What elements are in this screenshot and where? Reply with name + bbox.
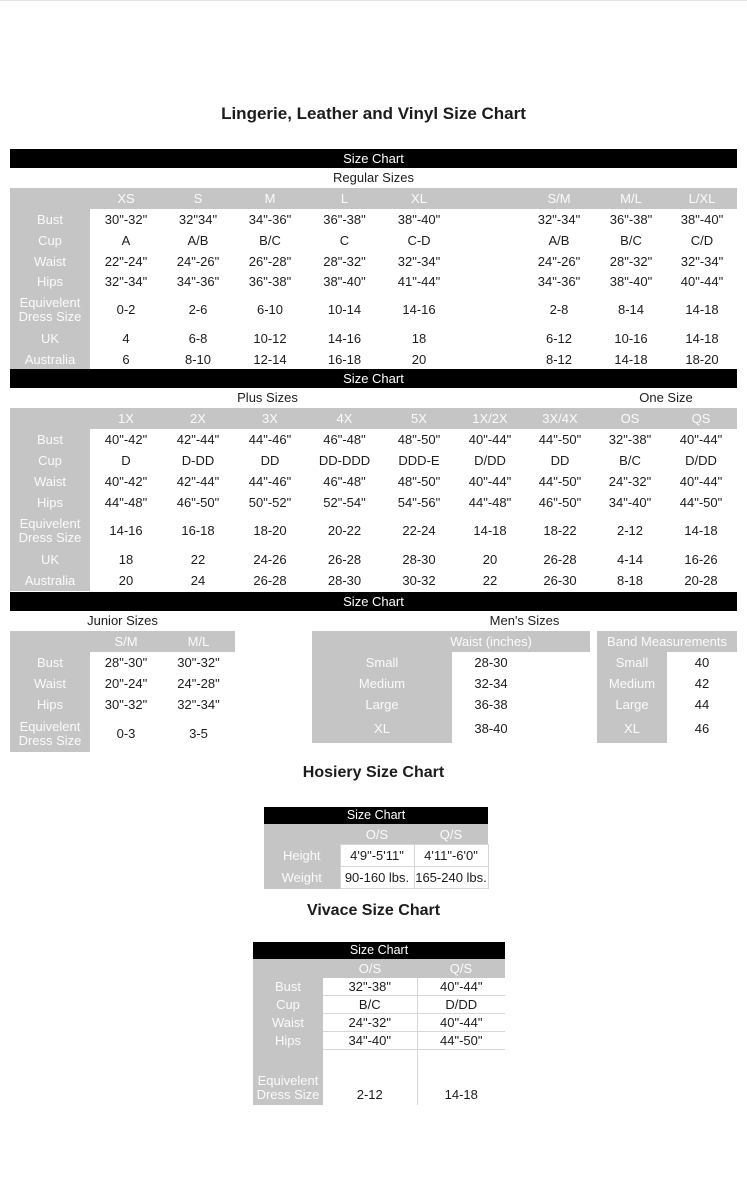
corner-cell xyxy=(10,188,90,209)
cell: 24"-32" xyxy=(595,471,665,492)
size-chart-bar: Size Chart xyxy=(10,592,737,611)
table-row xyxy=(10,492,737,513)
spacer-cell xyxy=(455,230,523,251)
cell: 54"-56" xyxy=(383,492,455,513)
row-label: Australia xyxy=(10,570,90,591)
table-row xyxy=(10,450,737,471)
hosiery-title: Hosiery Size Chart xyxy=(302,764,445,781)
cell: 44"-50" xyxy=(665,492,737,513)
cell: B/C xyxy=(595,230,667,251)
table-row xyxy=(10,328,737,349)
cell: 14-18 xyxy=(595,349,667,370)
row-label: Cup xyxy=(10,450,90,471)
cell: 24"-28" xyxy=(162,673,235,694)
cell: 8-12 xyxy=(523,349,595,370)
one-size-label: One Size xyxy=(639,390,693,405)
mens-band-table xyxy=(597,631,737,743)
cell: B/C xyxy=(234,230,306,251)
cell: 8-14 xyxy=(595,292,667,328)
col-header: 5X xyxy=(383,408,455,429)
table-row xyxy=(10,209,737,230)
cell: 38"-40" xyxy=(595,272,667,292)
cell: 48"-50" xyxy=(383,429,455,450)
cell: 26-30 xyxy=(525,570,595,591)
col-header: XS xyxy=(90,188,162,209)
spacer-cell xyxy=(417,1050,505,1067)
cell: 30"-32" xyxy=(90,209,162,230)
cell: 28"-30" xyxy=(90,652,162,673)
col-header: M/L xyxy=(162,631,235,652)
corner-cell xyxy=(253,959,323,978)
row-label: UK xyxy=(10,328,90,349)
row-label: Equivelent Dress Size xyxy=(10,292,90,328)
cell: 38"-40" xyxy=(667,209,737,230)
cell: 22-24 xyxy=(383,513,455,549)
col-header: Q/S xyxy=(417,959,505,978)
col-header: O/S xyxy=(323,959,417,978)
cell: D/DD xyxy=(417,996,505,1014)
table-row xyxy=(10,652,235,673)
cell: 36"-38" xyxy=(306,209,383,230)
cell: 20-28 xyxy=(665,570,737,591)
plus-sizes-table xyxy=(10,408,737,591)
cell: 20-22 xyxy=(306,513,383,549)
cell: 40"-44" xyxy=(665,471,737,492)
col-header: L/XL xyxy=(667,188,737,209)
vivace-title: Vivace Size Chart xyxy=(306,902,441,919)
col-header: Waist (inches) xyxy=(312,631,590,652)
table-row xyxy=(253,996,505,1014)
cell: 40"-44" xyxy=(455,429,525,450)
plus-sizes-label: Plus Sizes xyxy=(237,390,298,405)
cell: 32"-34" xyxy=(90,272,162,292)
cell: 46 xyxy=(667,715,737,743)
cell: C-D xyxy=(383,230,455,251)
group-label-row xyxy=(10,388,737,408)
col-header: 4X xyxy=(306,408,383,429)
cell: 14-16 xyxy=(306,328,383,349)
cell: D/DD xyxy=(665,450,737,471)
size-chart-bar: Size Chart xyxy=(10,369,737,388)
table-row xyxy=(10,715,235,752)
cell: 50"-52" xyxy=(234,492,306,513)
plus-sizes-section xyxy=(10,369,737,591)
row-label: XL xyxy=(312,715,452,743)
cell: 34"-36" xyxy=(523,272,595,292)
hosiery-table xyxy=(264,824,489,889)
cell: D-DD xyxy=(162,450,234,471)
cell: 18-20 xyxy=(667,349,737,370)
table-row xyxy=(312,715,590,743)
cell: 40"-44" xyxy=(417,978,505,996)
cell: 4'9"-5'11" xyxy=(340,845,414,867)
row-label: Cup xyxy=(10,230,90,251)
table-row xyxy=(597,715,737,743)
cell: 44"-50" xyxy=(525,471,595,492)
col-header: S xyxy=(162,188,234,209)
row-label: Bust xyxy=(10,652,90,673)
junior-mens-section xyxy=(10,592,737,752)
header-row xyxy=(10,188,737,209)
cell: A xyxy=(90,230,162,251)
table-row xyxy=(10,230,737,251)
row-label: Bust xyxy=(10,209,90,230)
cell: 6-12 xyxy=(523,328,595,349)
cell: 165-240 lbs. xyxy=(414,867,488,889)
cell: 2-12 xyxy=(323,1066,417,1105)
cell: 18 xyxy=(90,549,162,570)
cell: 42 xyxy=(667,673,737,694)
cell: 30-32 xyxy=(383,570,455,591)
spacer-row xyxy=(253,1050,505,1067)
cell: D/DD xyxy=(455,450,525,471)
col-header: L xyxy=(306,188,383,209)
cell: 24"-26" xyxy=(523,251,595,272)
row-label-spacer xyxy=(253,1050,323,1067)
cell: 44"-46" xyxy=(234,429,306,450)
spacer-cell xyxy=(455,328,523,349)
cell: 6 xyxy=(90,349,162,370)
table-row xyxy=(10,429,737,450)
header-row xyxy=(10,631,235,652)
spacer-cell xyxy=(455,349,523,370)
row-label: Waist xyxy=(253,1014,323,1032)
cell: D xyxy=(90,450,162,471)
cell: 14-18 xyxy=(667,292,737,328)
table-row xyxy=(312,694,590,715)
col-header: M/L xyxy=(595,188,667,209)
row-label: Waist xyxy=(10,251,90,272)
col-header: M xyxy=(234,188,306,209)
cell: 32"-34" xyxy=(162,694,235,715)
row-label: UK xyxy=(10,549,90,570)
cell: 0-3 xyxy=(90,715,162,752)
cell: 40"-42" xyxy=(90,471,162,492)
row-label: Small xyxy=(312,652,452,673)
row-label: Hips xyxy=(10,492,90,513)
cell: B/C xyxy=(323,996,417,1014)
row-label: Hips xyxy=(10,272,90,292)
regular-sizes-label: Regular Sizes xyxy=(333,170,414,185)
size-chart-bar: Size Chart xyxy=(253,942,505,959)
col-header: Q/S xyxy=(414,824,488,845)
cell: 22"-24" xyxy=(90,251,162,272)
cell: 12-14 xyxy=(234,349,306,370)
row-label: Large xyxy=(312,694,452,715)
cell: DD xyxy=(525,450,595,471)
cell: 4 xyxy=(90,328,162,349)
cell: DDD-E xyxy=(383,450,455,471)
cell: 22 xyxy=(455,570,525,591)
header-row xyxy=(597,631,737,652)
cell: B/C xyxy=(595,450,665,471)
cell: 34"-36" xyxy=(162,272,234,292)
table-row xyxy=(253,1014,505,1032)
cell: 44"-50" xyxy=(525,429,595,450)
row-label: Equivelent Dress Size xyxy=(10,513,90,549)
cell: 24"-32" xyxy=(323,1014,417,1032)
regular-sizes-section xyxy=(10,149,737,370)
cell: 32-34 xyxy=(452,673,590,694)
cell: 34"-40" xyxy=(323,1032,417,1050)
cell: 20 xyxy=(455,549,525,570)
cell: 14-16 xyxy=(90,513,162,549)
cell: 18-20 xyxy=(234,513,306,549)
header-row xyxy=(10,408,737,429)
table-row xyxy=(312,673,590,694)
cell: 8-18 xyxy=(595,570,665,591)
cell: 24-26 xyxy=(234,549,306,570)
table-row xyxy=(10,251,737,272)
cell: 2-12 xyxy=(595,513,665,549)
header-row xyxy=(264,824,488,845)
row-label: XL xyxy=(597,715,667,743)
col-header: XL xyxy=(383,188,455,209)
spacer-cell xyxy=(323,1050,417,1067)
cell: 18 xyxy=(383,328,455,349)
cell: 3-5 xyxy=(162,715,235,752)
spacer-cell xyxy=(455,272,523,292)
cell: 26"-28" xyxy=(234,251,306,272)
mens-sizes-label: Men's Sizes xyxy=(489,613,560,628)
cell: 44"-48" xyxy=(90,492,162,513)
cell: 34"-40" xyxy=(595,492,665,513)
cell: 28-30 xyxy=(383,549,455,570)
header-row xyxy=(253,959,505,978)
cell: 28-30 xyxy=(452,652,590,673)
corner-cell xyxy=(10,631,90,652)
table-row xyxy=(253,1066,505,1105)
cell: 32"-34" xyxy=(523,209,595,230)
table-row xyxy=(10,694,235,715)
cell: 40 xyxy=(667,652,737,673)
table-row xyxy=(253,978,505,996)
cell: DD xyxy=(234,450,306,471)
cell: 26-28 xyxy=(306,549,383,570)
cell: 16-18 xyxy=(162,513,234,549)
col-header: 3X/4X xyxy=(525,408,595,429)
row-label: Hips xyxy=(253,1032,323,1050)
cell: 46"-48" xyxy=(306,471,383,492)
spacer-header xyxy=(455,188,523,209)
row-label: Equivelent Dress Size xyxy=(10,715,90,752)
row-label: Equivelent Dress Size xyxy=(253,1066,323,1105)
cell: 30"-32" xyxy=(90,694,162,715)
cell: 2-8 xyxy=(523,292,595,328)
cell: 30"-32" xyxy=(162,652,235,673)
table-row xyxy=(10,570,737,591)
col-header: OS xyxy=(595,408,665,429)
vivace-table xyxy=(253,959,505,1105)
cell: 24"-26" xyxy=(162,251,234,272)
col-header: 3X xyxy=(234,408,306,429)
cell: 24 xyxy=(162,570,234,591)
cell: 10-16 xyxy=(595,328,667,349)
table-row xyxy=(10,292,737,328)
row-label: Bust xyxy=(253,978,323,996)
table-row xyxy=(10,673,235,694)
cell: 28-30 xyxy=(306,570,383,591)
row-label: Hips xyxy=(10,694,90,715)
cell: 40"-44" xyxy=(667,272,737,292)
cell: 41"-44" xyxy=(383,272,455,292)
table-row xyxy=(10,349,737,370)
cell: 42"-44" xyxy=(162,429,234,450)
table-row xyxy=(264,867,488,889)
cell: 32"-38" xyxy=(595,429,665,450)
cell: 46"-48" xyxy=(306,429,383,450)
cell: 40"-44" xyxy=(455,471,525,492)
cell: 26-28 xyxy=(234,570,306,591)
junior-sizes-table xyxy=(10,631,235,752)
table-row xyxy=(264,845,488,867)
table-row xyxy=(253,1032,505,1050)
cell: A/B xyxy=(523,230,595,251)
cell: 28"-32" xyxy=(306,251,383,272)
cell: 4-14 xyxy=(595,549,665,570)
cell: 42"-44" xyxy=(162,471,234,492)
cell: 6-8 xyxy=(162,328,234,349)
cell: 4'11"-6'0" xyxy=(414,845,488,867)
spacer-cell xyxy=(455,292,523,328)
cell: 44 xyxy=(667,694,737,715)
corner-cell xyxy=(10,408,90,429)
cell: 46"-50" xyxy=(525,492,595,513)
cell: 44"-46" xyxy=(234,471,306,492)
col-header: Band Measurements xyxy=(597,631,737,652)
col-header: QS xyxy=(665,408,737,429)
cell: 6-10 xyxy=(234,292,306,328)
cell: 44"-50" xyxy=(417,1032,505,1050)
table-row xyxy=(597,694,737,715)
row-label: Small xyxy=(597,652,667,673)
cell: 44"-48" xyxy=(455,492,525,513)
cell: 14-18 xyxy=(417,1066,505,1105)
row-label: Large xyxy=(597,694,667,715)
cell: 32"-34" xyxy=(383,251,455,272)
vivace-section xyxy=(253,942,505,1105)
row-label: Waist xyxy=(10,673,90,694)
cell: 40"-42" xyxy=(90,429,162,450)
cell: 0-2 xyxy=(90,292,162,328)
page-title: Lingerie, Leather and Vinyl Size Chart xyxy=(221,104,526,123)
row-label: Medium xyxy=(312,673,452,694)
cell: 14-18 xyxy=(455,513,525,549)
cell: 52"-54" xyxy=(306,492,383,513)
cell: 32"34" xyxy=(162,209,234,230)
junior-sizes-label: Junior Sizes xyxy=(87,613,158,628)
cell: C xyxy=(306,230,383,251)
cell: 18-22 xyxy=(525,513,595,549)
col-header: 1X xyxy=(90,408,162,429)
cell: 36-38 xyxy=(452,694,590,715)
cell: 38"-40" xyxy=(383,209,455,230)
cell: A/B xyxy=(162,230,234,251)
row-label: Cup xyxy=(253,996,323,1014)
table-row xyxy=(10,513,737,549)
cell: 48"-50" xyxy=(383,471,455,492)
cell: 16-26 xyxy=(665,549,737,570)
cell: 28"-32" xyxy=(595,251,667,272)
cell: 36"-38" xyxy=(595,209,667,230)
cell: 32"-38" xyxy=(323,978,417,996)
size-chart-bar: Size Chart xyxy=(10,149,737,168)
cell: 36"-38" xyxy=(234,272,306,292)
cell: 26-28 xyxy=(525,549,595,570)
corner-cell xyxy=(264,824,340,845)
cell: 14-18 xyxy=(665,513,737,549)
cell: 90-160 lbs. xyxy=(340,867,414,889)
row-label: Weight xyxy=(264,867,340,889)
col-header: 2X xyxy=(162,408,234,429)
cell: 46"-50" xyxy=(162,492,234,513)
spacer-cell xyxy=(455,209,523,230)
col-header: O/S xyxy=(340,824,414,845)
cell: C/D xyxy=(667,230,737,251)
cell: 34"-36" xyxy=(234,209,306,230)
cell: 20 xyxy=(383,349,455,370)
cell: 14-16 xyxy=(383,292,455,328)
header-row xyxy=(312,631,590,652)
table-row xyxy=(10,549,737,570)
cell: 32"-34" xyxy=(667,251,737,272)
group-label-row xyxy=(10,611,737,631)
cell: 16-18 xyxy=(306,349,383,370)
regular-sizes-table xyxy=(10,188,737,370)
size-chart-bar: Size Chart xyxy=(264,807,488,824)
cell: 20"-24" xyxy=(90,673,162,694)
row-label: Australia xyxy=(10,349,90,370)
cell: DD-DDD xyxy=(306,450,383,471)
table-row xyxy=(10,272,737,292)
cell: 38-40 xyxy=(452,715,590,743)
mens-waist-table xyxy=(312,631,590,743)
row-label: Medium xyxy=(597,673,667,694)
col-header: S/M xyxy=(523,188,595,209)
row-label: Waist xyxy=(10,471,90,492)
table-row xyxy=(312,652,590,673)
col-header: 1X/2X xyxy=(455,408,525,429)
table-row xyxy=(597,652,737,673)
cell: 14-18 xyxy=(667,328,737,349)
cell: 10-12 xyxy=(234,328,306,349)
cell: 2-6 xyxy=(162,292,234,328)
table-row xyxy=(10,471,737,492)
cell: 38"-40" xyxy=(306,272,383,292)
cell: 8-10 xyxy=(162,349,234,370)
cell: 20 xyxy=(90,570,162,591)
cell: 40"-44" xyxy=(665,429,737,450)
row-label: Height xyxy=(264,845,340,867)
row-label: Bust xyxy=(10,429,90,450)
cell: 22 xyxy=(162,549,234,570)
cell: 40"-44" xyxy=(417,1014,505,1032)
spacer-cell xyxy=(455,251,523,272)
col-header: S/M xyxy=(90,631,162,652)
table-row xyxy=(597,673,737,694)
hosiery-section xyxy=(264,807,488,889)
cell: 10-14 xyxy=(306,292,383,328)
